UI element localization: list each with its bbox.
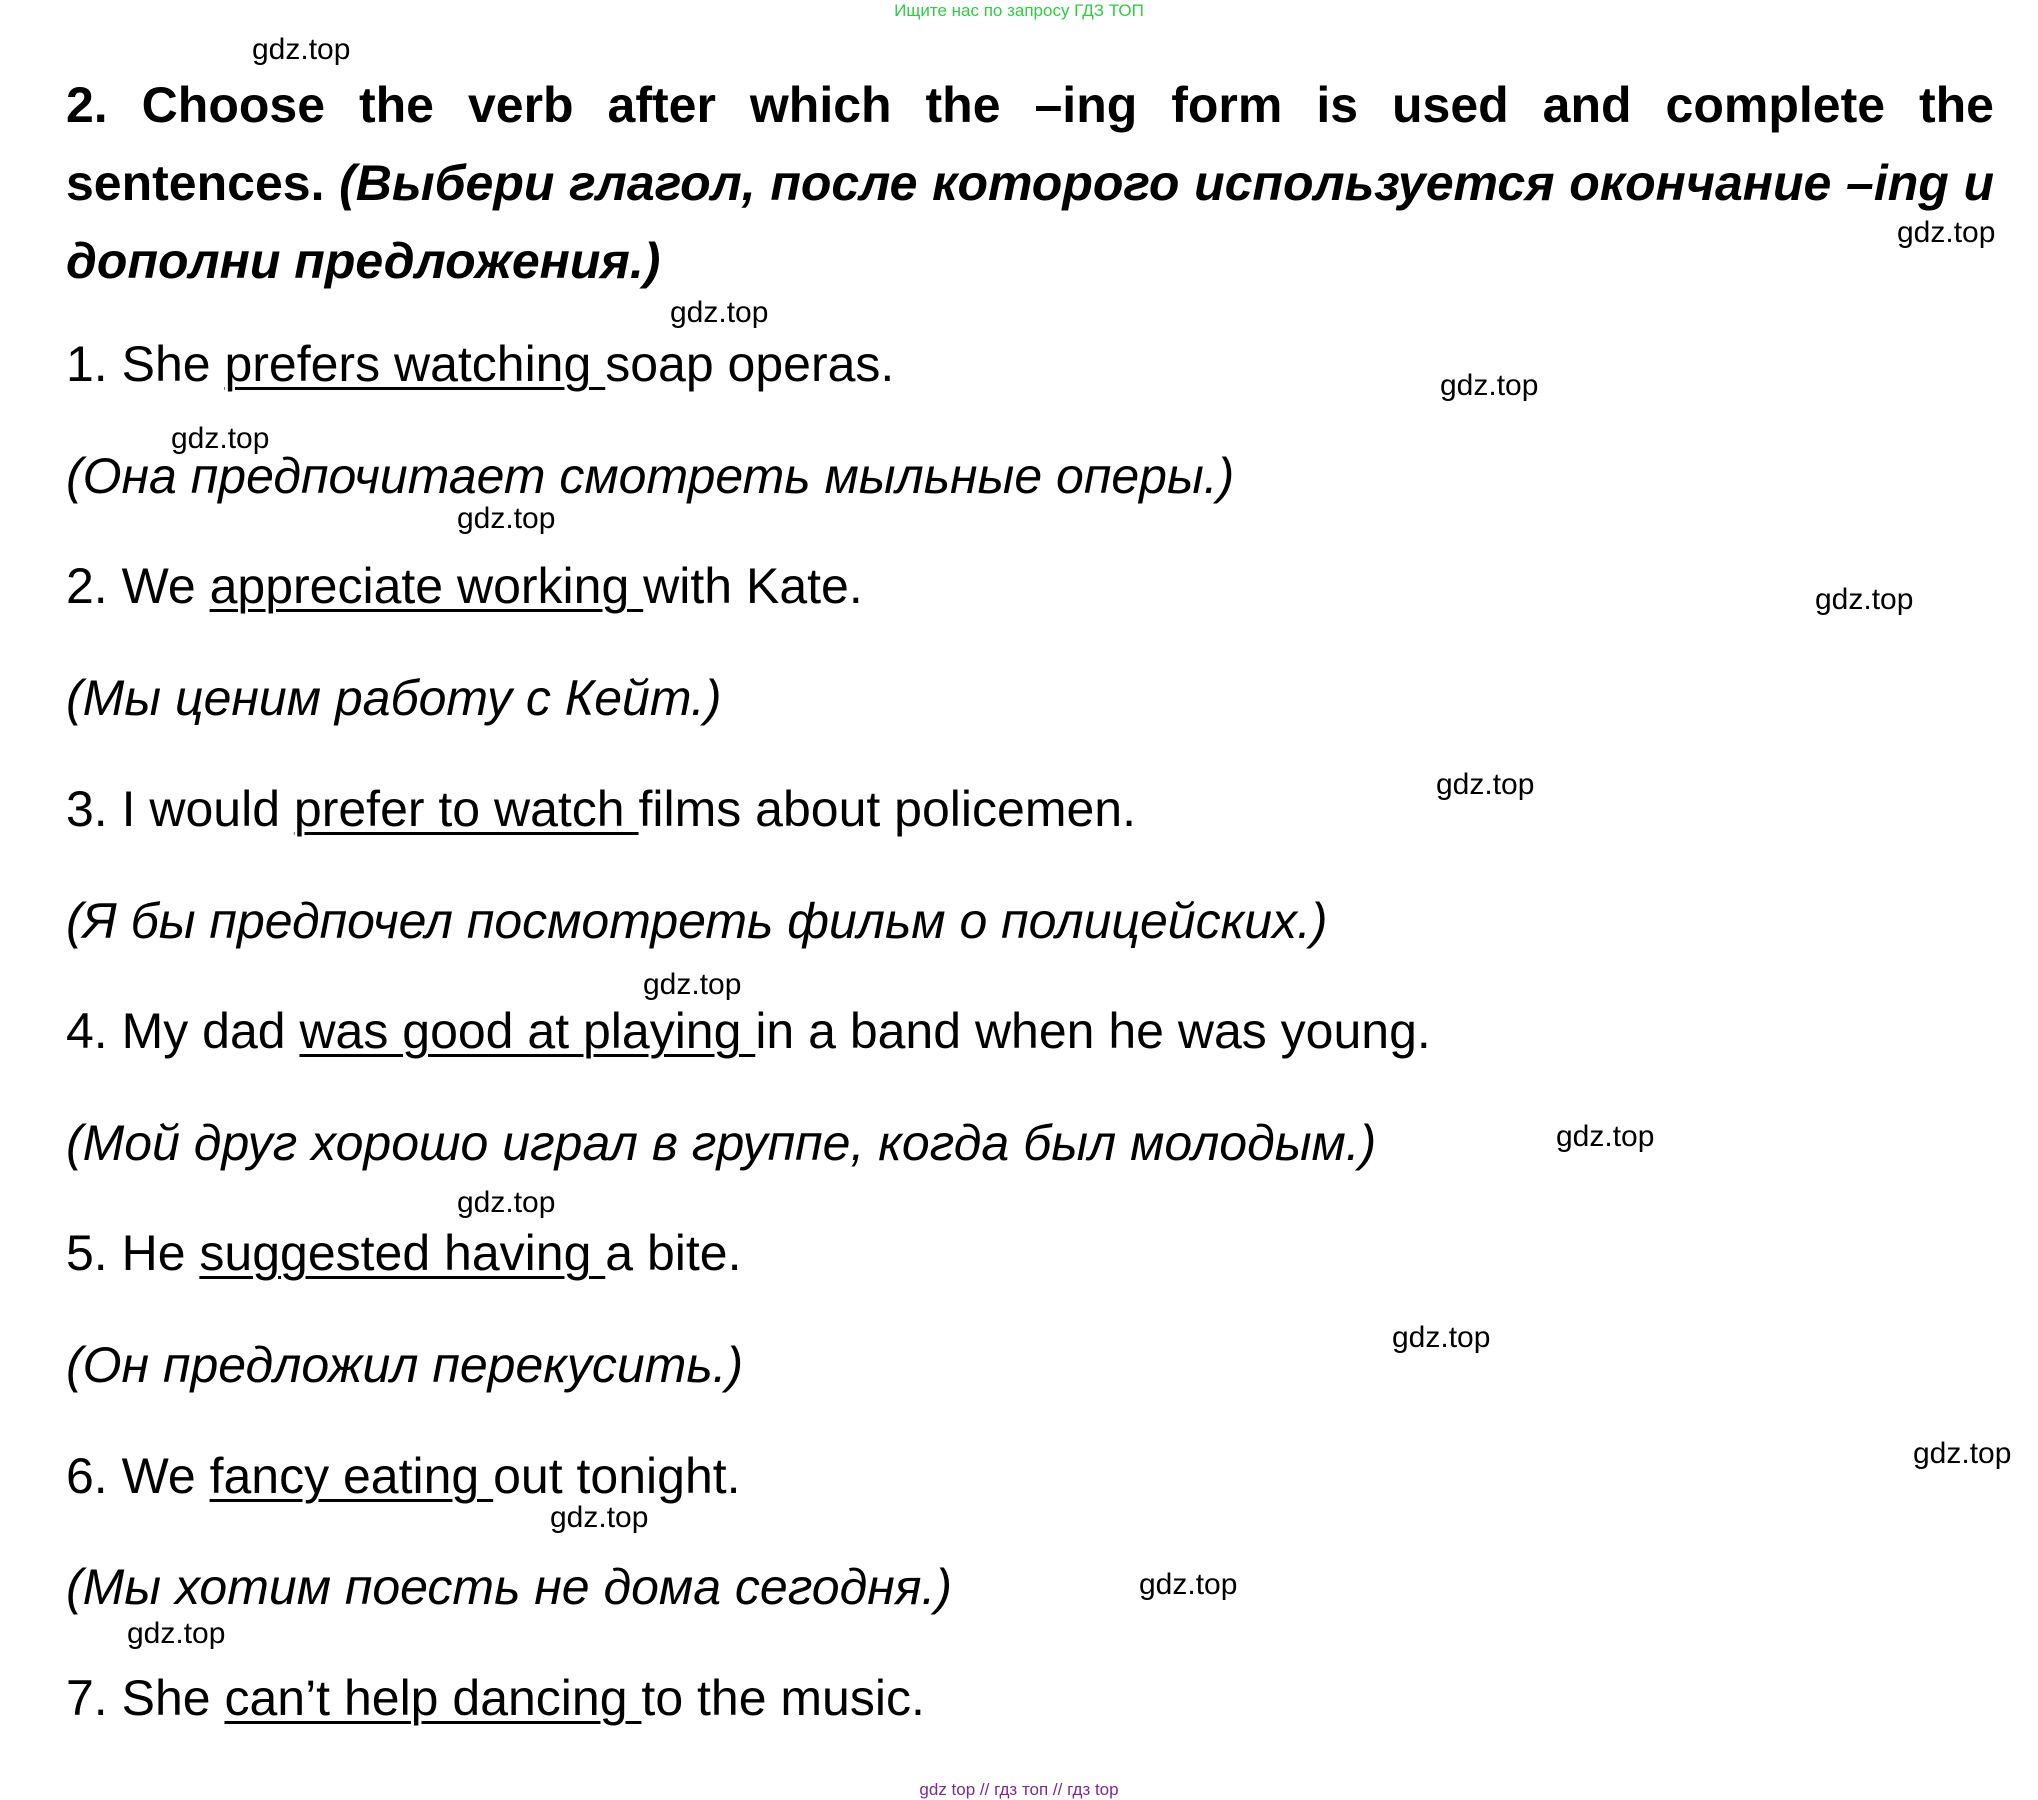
watermark: gdz.top [1392, 1321, 1491, 1354]
task-heading [66, 66, 1994, 300]
translation-6: (Мы хотим поесть не дома сегодня.) [66, 1559, 953, 1615]
sentence-1 [66, 334, 894, 394]
sentence-7-answer: can’t help dancing [224, 1670, 642, 1726]
sentence-3-prefix: 3. I would [66, 781, 294, 837]
footer-links: gdz top // гдз топ // гдз top [919, 1780, 1119, 1799]
sentence-1-suffix: soap operas. [605, 336, 895, 392]
sentence-6-answer: fancy eating [209, 1448, 494, 1504]
sentence-3 [66, 779, 1136, 839]
watermark: gdz.top [1436, 768, 1535, 801]
sentence-4-answer: was good at playing [299, 1003, 756, 1059]
sentence-1-prefix: 1. She [66, 336, 225, 392]
watermark: gdz.top [643, 968, 742, 1001]
sentence-5-suffix: a bite. [605, 1225, 742, 1281]
watermark: gdz.top [1815, 583, 1914, 616]
sentence-6 [66, 1446, 741, 1506]
watermark: gdz.top [550, 1501, 649, 1534]
watermark: gdz.top [1913, 1437, 2012, 1470]
sentence-4-prefix: 4. My dad [66, 1003, 300, 1059]
sentence-4 [66, 1001, 1431, 1061]
sentence-7-suffix: to the music. [641, 1670, 925, 1726]
sentence-6-suffix: out tonight. [493, 1448, 741, 1504]
sentence-7 [66, 1668, 925, 1728]
watermark: gdz.top [252, 33, 351, 66]
sentence-2-suffix: with Kate. [643, 558, 863, 614]
sentence-3-answer: prefer to watch [293, 781, 639, 837]
sentence-2 [66, 556, 863, 616]
watermark: gdz.top [457, 1186, 556, 1219]
watermark: gdz.top [1897, 216, 1996, 249]
translation-3: (Я бы предпочел посмотреть фильм о полицейских.) [66, 893, 1328, 949]
watermark: gdz.top [457, 502, 556, 535]
sentence-6-prefix: 6. We [66, 1448, 210, 1504]
translation-2: (Мы ценим работу с Кейт.) [66, 670, 722, 726]
sentence-2-answer: appreciate working [209, 558, 644, 614]
watermark: gdz.top [1556, 1120, 1655, 1153]
watermark: gdz.top [171, 422, 270, 455]
sentence-5-answer: suggested having [199, 1225, 606, 1281]
watermark: gdz.top [127, 1617, 226, 1650]
translation-5: (Он предложил перекусить.) [66, 1337, 744, 1393]
sentence-3-suffix: films about policemen. [638, 781, 1136, 837]
watermark: gdz.top [1440, 369, 1539, 402]
watermark: gdz.top [1139, 1568, 1238, 1601]
translation-4: (Мой друг хорошо играл в группе, когда был молодым.) [66, 1115, 1377, 1171]
sentence-5-prefix: 5. He [66, 1225, 200, 1281]
sentence-2-prefix: 2. We [66, 558, 210, 614]
sentence-5 [66, 1223, 741, 1283]
sentence-1-answer: prefers watching [224, 336, 606, 392]
watermark: gdz.top [670, 296, 769, 329]
translation-1: (Она предпочитает смотреть мыльные оперы.) [66, 448, 1235, 504]
sentence-4-suffix: in a band when he was young. [755, 1003, 1431, 1059]
top-banner: Ищите нас по запросу ГДЗ ТОП [894, 1, 1144, 20]
task-title-ru: (Выбери глагол, после которого используется окончание –ing и дополни предложения.) [66, 155, 1994, 289]
task-title-en: 2. Choose the verb after which the –ing form is used and complete the sentences. [66, 77, 1994, 211]
sentence-7-prefix: 7. She [66, 1670, 225, 1726]
